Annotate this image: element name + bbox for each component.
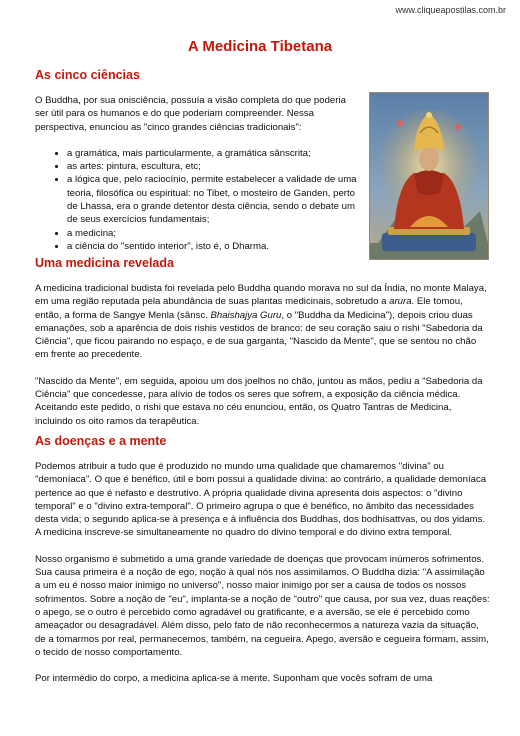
page-title: A Medicina Tibetana xyxy=(187,38,333,55)
site-url[interactable]: www.cliqueapostilas.com.br xyxy=(395,5,506,15)
section-medicina-revelada xyxy=(35,282,491,428)
paragraph xyxy=(35,282,491,362)
intro-paragraph: O Buddha, por sua onisciência, possuía a visão completa do que poderia ser útil para os humanos e do que poderiam compreender. Nessa perspectiva, enunciou as "cinco grandes ciências tradicionais": xyxy=(35,95,346,133)
paragraph: Nosso organismo é submetido a uma grande variedade de doenças que provocam inúmeros sofrimentos. Sua causa primeira é a noção de ego, noção à qual nós nos assimilamos. O Buddha dizia: "A assimilação a um eu é nosso maior inimigo no universo", nosso maior inimigo por ser a causa de todos os nossos sofrimentos. Sobre a noção de "eu", implanta-se a noção de "outro" que causa, por sua vez, duas reações: o apego, se o outro é percebido como agradável ou gratificante, e a aversão, se ele é percebido como ameaçador ou desagradável. Além disso, pelo fato de não reconhecermos a natureza vazia da situação, de a tomarmos por real, permanecemos, também, na cegueira. Apego, aversão e cegueira formam, assim, o tecido de nosso comportamento. xyxy=(35,553,490,658)
section-heading-doencas-mente: As doenças e a mente xyxy=(35,434,167,448)
list-item: • a medicina; xyxy=(67,227,360,240)
section-cinco-ciencias xyxy=(35,94,360,253)
list-item: • a lógica que, pelo raciocínio, permite estabelecer a validade de uma teoria, filosófica ou espiritual: no Tibet, o mosteiro de Ganden, perto de Lhassa, era o grande detentor desta ciência, sendo o debate um de seus exercícios fundamentais; xyxy=(67,173,360,226)
paragraph: "Nascido da Mente", em seguida, apoiou um dos joelhos no chão, juntou as mãos, pediu a "Sabedoria da Ciência" que concedesse, para alívio de todos os seres que sofrem, a exposição da ciência médica. Aceitando este pedido, o rishi que estava no céu enunciou, então, os Quatro Tantras de Medicina, incluindo os oito ramos da terapêutica. xyxy=(35,375,483,427)
section-doencas-mente xyxy=(35,460,491,685)
italic-term: Bhaishajya Guru xyxy=(210,309,282,321)
italic-term: arura xyxy=(389,296,412,308)
list-item: • a gramática, mais particularmente, a gramática sânscrita; xyxy=(67,147,360,160)
list-item: • a ciência do "sentido interior", isto é, o Dharma. xyxy=(67,240,360,253)
sciences-list xyxy=(35,147,360,253)
list-item: • as artes: pintura, escultura, etc; xyxy=(67,160,360,173)
text-run: A medicina tradicional budista foi revelada pelo Buddha quando morava no sul da Índia, no monte Malaya, em uma região reputada pela abundância de suas plantas medicinais, sobretudo a xyxy=(35,283,487,308)
paragraph: Por intermédio do corpo, a medicina aplica-se à mente. Suponham que vocês sofram de uma xyxy=(35,673,433,685)
lama-portrait-image xyxy=(369,92,489,260)
paragraph: Podemos atribuir a tudo que é produzido no mundo uma qualidade que chamaremos "divina" ou "demoníaca". O que é benéfico, útil e bom possui a qualidade divina: ao contrário, a qualidade demoníaca pertence ao que é nefasto e destrutivo. A própria qualidade divina apresenta dois aspectos: o "divino temporal" e o "divino extra-temporal". O primeiro agrupa o que é benéfico, no âmbito das necessidades desta vida; o segundo aplica-se à presença e à influência dos Buddhas, dos bodhisattvas, ou dos yidams. A medicina inscreve-se simultaneamente no quadro do divino temporal e do divino extra temporal. xyxy=(35,461,487,539)
text-run: . Ele tomou, então, a forma de Sangye Menla (sânsc. xyxy=(35,296,463,321)
section-heading-medicina-revelada: Uma medicina revelada xyxy=(35,256,174,270)
section-heading-cinco-ciencias: As cinco ciências xyxy=(35,68,140,82)
text-run: , o "Buddha da Medicina"), depois criou duas emanações, sob a aparência de dois rishis vestidos de branco: de seu coração saiu o rishi "Sabedoria da Ciência", que ficou pairando no espaço, e de sua garganta, "Nascido da Mente", que se sentou no chão em frente ao precedente. xyxy=(35,309,483,361)
